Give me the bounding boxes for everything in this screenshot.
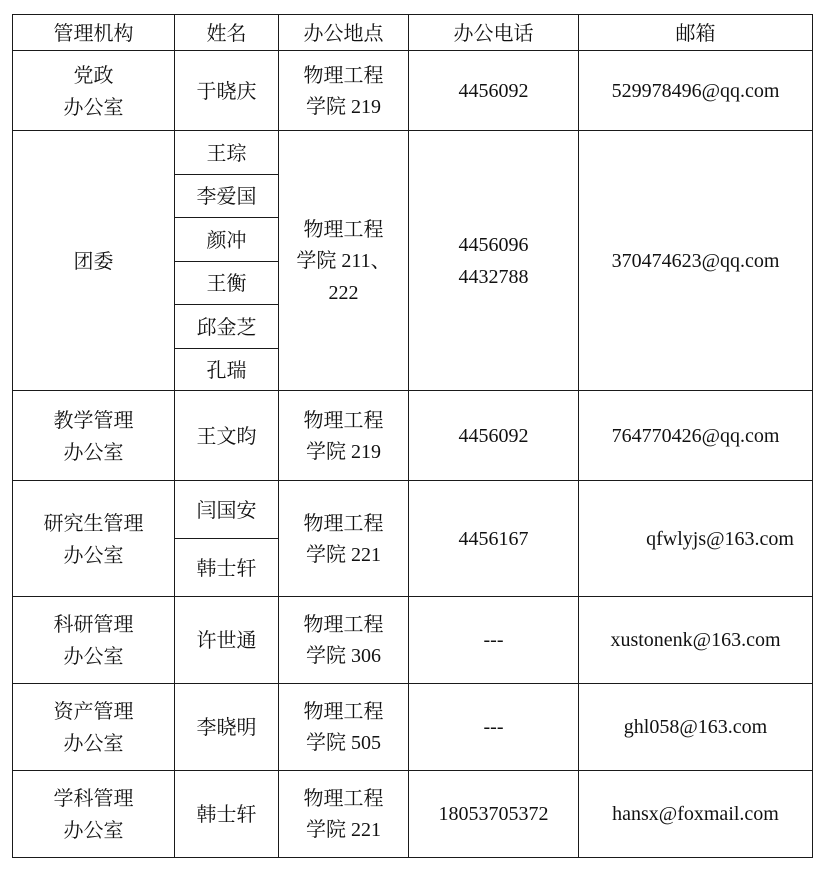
phone-cell — [409, 51, 579, 131]
phone-line: --- — [483, 716, 504, 738]
location-line: 物理工程 — [303, 216, 384, 241]
location-cell — [279, 597, 409, 684]
org-line: 科研管理 — [53, 612, 134, 636]
header-org: 管理机构 — [13, 15, 175, 51]
name-cell: 王衡 — [175, 262, 279, 305]
org-line: 办公室 — [63, 731, 124, 755]
location-line: 学院 219 — [306, 440, 381, 463]
org-line: 资产管理 — [53, 699, 134, 723]
org-line: 办公室 — [63, 439, 124, 464]
name-cell: 韩士轩 — [175, 771, 279, 858]
phone-cell — [409, 771, 579, 858]
name-cell: 李晓明 — [175, 684, 279, 771]
phone-cell — [409, 391, 579, 481]
org-line: 办公室 — [63, 644, 124, 668]
org-line: 办公室 — [63, 542, 124, 567]
phone-line: 4456092 — [458, 424, 529, 447]
email-cell: 764770426@qq.com — [579, 391, 813, 481]
name-cell: 邱金芝 — [175, 305, 279, 349]
phone-cell — [409, 684, 579, 771]
phone-cell — [409, 131, 579, 391]
org-line: 团委 — [73, 248, 114, 273]
location-line: 学院 505 — [306, 732, 381, 754]
email-cell: ghl058@163.com — [579, 684, 813, 771]
name-cell: 于晓庆 — [175, 51, 279, 131]
org-line: 办公室 — [63, 94, 124, 119]
location-cell — [279, 51, 409, 131]
email-cell: 370474623@qq.com — [579, 131, 813, 391]
phone-line: 4456167 — [458, 527, 529, 550]
location-line: 物理工程 — [303, 699, 384, 723]
table-row — [13, 131, 813, 175]
phone-line: 4432788 — [458, 265, 529, 288]
location-line: 学院 219 — [306, 95, 381, 118]
location-cell — [279, 771, 409, 858]
name-cell: 王文昀 — [175, 391, 279, 481]
email-cell: hansx@foxmail.com — [579, 771, 813, 858]
phone-line: 18053705372 — [438, 803, 549, 825]
location-cell — [279, 481, 409, 597]
phone-cell — [409, 597, 579, 684]
table-row — [13, 684, 813, 771]
location-line: 物理工程 — [303, 612, 384, 636]
location-line: 学院 221 — [306, 543, 381, 566]
email-cell: xustonenk@163.com — [579, 597, 813, 684]
org-line: 党政 — [73, 62, 114, 87]
location-line: 学院 221 — [306, 819, 381, 841]
table-row — [13, 597, 813, 684]
org-cell — [13, 684, 175, 771]
org-line: 研究生管理 — [43, 510, 144, 535]
location-cell — [279, 684, 409, 771]
org-line: 教学管理 — [53, 407, 134, 432]
location-line: 物理工程 — [303, 407, 384, 432]
header-location: 办公地点 — [279, 15, 409, 51]
phone-cell — [409, 481, 579, 597]
phone-line: 4456096 — [458, 233, 529, 256]
table-row — [13, 51, 813, 131]
name-cell: 韩士轩 — [175, 539, 279, 597]
location-line: 222 — [328, 281, 359, 304]
name-cell: 王琮 — [175, 131, 279, 175]
header-name: 姓名 — [175, 15, 279, 51]
email-cell: 529978496@qq.com — [579, 51, 813, 131]
location-line: 物理工程 — [303, 62, 384, 87]
header-email: 邮箱 — [579, 15, 813, 51]
org-cell — [13, 597, 175, 684]
contact-directory-table — [12, 14, 813, 858]
location-cell — [279, 131, 409, 391]
location-line: 物理工程 — [303, 510, 384, 535]
phone-line: 4456092 — [458, 79, 529, 102]
location-cell — [279, 391, 409, 481]
header-phone: 办公电话 — [409, 15, 579, 51]
name-cell: 孔瑞 — [175, 349, 279, 391]
name-cell: 许世通 — [175, 597, 279, 684]
name-cell: 颜冲 — [175, 218, 279, 262]
org-line: 学科管理 — [53, 786, 134, 810]
location-line: 学院 211、 — [296, 249, 391, 272]
org-cell — [13, 771, 175, 858]
name-cell: 闫国安 — [175, 481, 279, 539]
org-line: 办公室 — [63, 818, 124, 842]
email-cell: qfwlyjs@163.com — [579, 481, 813, 597]
table-row — [13, 771, 813, 858]
table-row — [13, 481, 813, 539]
location-line: 物理工程 — [303, 786, 384, 810]
org-cell — [13, 481, 175, 597]
location-line: 学院 306 — [306, 645, 381, 667]
org-cell — [13, 391, 175, 481]
name-cell: 李爱国 — [175, 175, 279, 218]
phone-line: --- — [483, 629, 504, 651]
table-row — [13, 391, 813, 481]
table-header-row — [13, 15, 813, 51]
org-cell — [13, 131, 175, 391]
org-cell — [13, 51, 175, 131]
